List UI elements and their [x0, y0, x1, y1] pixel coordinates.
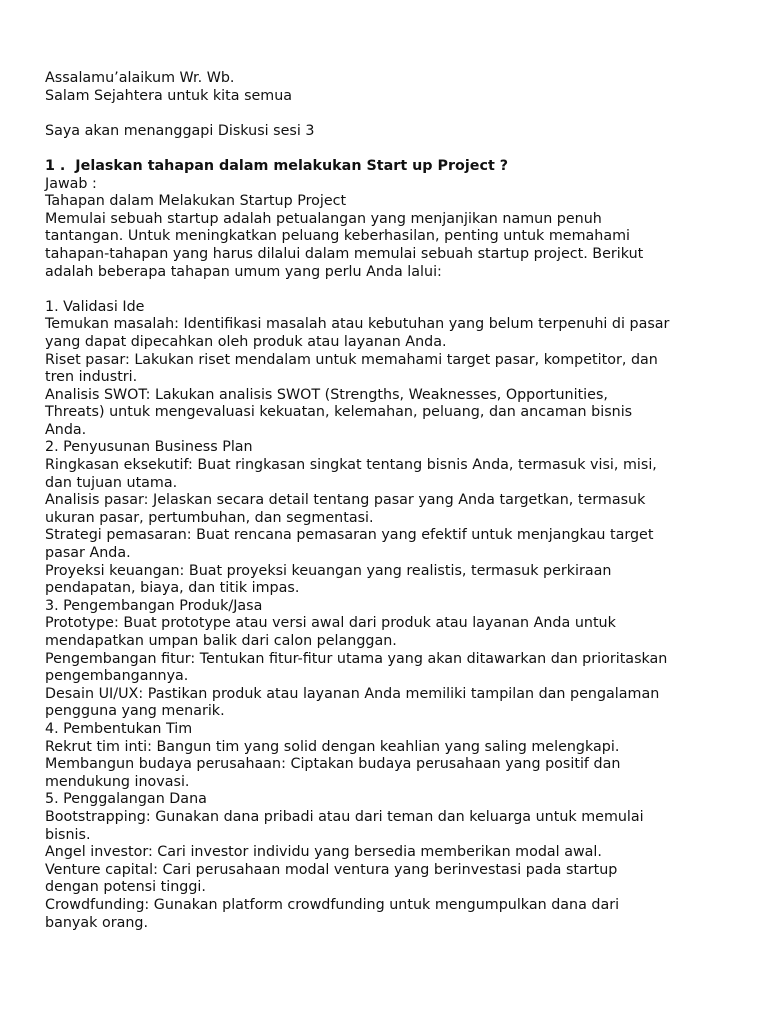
item-line: Riset pasar: Lakukan riset mendalam untuk memahami target pasar, kompetitor, dan [45, 351, 658, 368]
section-item [45, 809, 735, 844]
section-item [45, 316, 735, 351]
item-line: Crowdfunding: Gunakan platform crowdfunding untuk mengumpulkan dana dari [45, 896, 620, 913]
item-line: Membangun budaya perusahaan: Ciptakan budaya perusahaan yang positif dan [45, 756, 621, 773]
section-item [45, 686, 735, 721]
paragraph-line: Memulai sebuah startup adalah petualangan yang menjanjikan namun penuh [45, 210, 602, 227]
item-line: pengguna yang menarik. [45, 703, 225, 720]
section-item [45, 862, 735, 897]
item-line: Ringkasan eksekutif: Buat ringkasan singkat tentang bisnis Anda, termasuk visi, misi, [45, 457, 657, 474]
item-line: pengembangannya. [45, 668, 189, 685]
section-heading: 3. Pengembangan Produk/Jasa [45, 597, 263, 614]
answer-title: Tahapan dalam Melakukan Startup Project [45, 193, 347, 210]
section [45, 439, 735, 597]
section-item [45, 563, 735, 598]
item-line: Temukan masalah: Identifikasi masalah atau kebutuhan yang belum terpenuhi di pasar [45, 316, 670, 333]
section [45, 721, 735, 791]
item-line: ukuran pasar, pertumbuhan, dan segmentasi. [45, 509, 374, 526]
section-item [45, 651, 735, 686]
item-line: Analisis SWOT: Lakukan analisis SWOT (Strengths, Weaknesses, Opportunities, [45, 386, 608, 403]
greeting-line-1: Assalamu’alaikum Wr. Wb. [45, 70, 235, 86]
item-line: tren industri. [45, 369, 138, 386]
section-item [45, 527, 735, 562]
item-line: mendukung inovasi. [45, 773, 190, 790]
intro-text: Saya akan menanggapi Diskusi sesi 3 [45, 122, 315, 139]
item-line: banyak orang. [45, 914, 149, 931]
item-line: pasar Anda. [45, 545, 131, 562]
paragraph-line: tantangan. Untuk meningkatkan peluang keberhasilan, penting untuk memahami [45, 228, 631, 245]
paragraph-line: tahapan-tahapan yang harus dilalui dalam memulai sebuah startup project. Berikut [45, 245, 644, 262]
blank-line [45, 140, 735, 158]
section-item [45, 739, 735, 757]
sections-list [45, 299, 735, 932]
answer-intro-paragraph [45, 211, 735, 281]
section [45, 299, 735, 440]
section-item [45, 387, 735, 440]
item-line: dan tujuan utama. [45, 474, 178, 491]
item-line: Pengembangan fitur: Tentukan fitur-fitur utama yang akan ditawarkan dan prioritaskan [45, 650, 668, 667]
question-title: 1 . Jelaskan tahapan dalam melakukan Start up Project ? [45, 157, 509, 174]
greeting-line-2: Salam Sejahtera untuk kita semua [45, 87, 293, 104]
item-line: bisnis. [45, 826, 91, 843]
item-line: Rekrut tim inti: Bangun tim yang solid dengan keahlian yang saling melengkapi. [45, 738, 620, 755]
item-line: Prototype: Buat prototype atau versi awal dari produk atau layanan Anda untuk [45, 615, 616, 632]
item-line: Analisis pasar: Jelaskan secara detail tentang pasar yang Anda targetkan, termasuk [45, 492, 646, 509]
item-line: Proyeksi keuangan: Buat proyeksi keuangan yang realistis, termasuk perkiraan [45, 562, 612, 579]
section-item [45, 844, 735, 862]
section-heading: 4. Pembentukan Tim [45, 720, 193, 737]
item-line: dengan potensi tinggi. [45, 879, 206, 896]
section-item [45, 352, 735, 387]
item-line: Angel investor: Cari investor individu yang bersedia memberikan modal awal. [45, 844, 602, 861]
section-heading: 5. Penggalangan Dana [45, 791, 207, 808]
blank-line [45, 105, 735, 123]
paragraph-line: adalah beberapa tahapan umum yang perlu Anda lalui: [45, 263, 442, 280]
item-line: mendapatkan umpan balik dari calon pelanggan. [45, 633, 397, 649]
item-line: Anda. [45, 421, 87, 438]
item-line: Bootstrapping: Gunakan dana pribadi atau dari teman dan keluarga untuk memulai [45, 808, 644, 825]
section-heading: 2. Penyusunan Business Plan [45, 439, 253, 456]
section [45, 791, 735, 932]
blank-line [45, 281, 735, 299]
section-item [45, 457, 735, 492]
section-item [45, 897, 735, 932]
section-item [45, 756, 735, 791]
item-line: Desain UI/UX: Pastikan produk atau layanan Anda memiliki tampilan dan pengalaman [45, 685, 660, 702]
answer-label: Jawab : [45, 175, 97, 192]
section-item [45, 615, 735, 650]
item-line: Strategi pemasaran: Buat rencana pemasaran yang efektif untuk menjangkau target [45, 527, 654, 544]
section [45, 598, 735, 721]
section-heading: 1. Validasi Ide [45, 298, 145, 315]
document-page [45, 70, 735, 932]
item-line: pendapatan, biaya, dan titik impas. [45, 580, 300, 597]
item-line: Threats) untuk mengevaluasi kekuatan, kelemahan, peluang, dan ancaman bisnis [45, 404, 633, 421]
item-line: Venture capital: Cari perusahaan modal ventura yang berinvestasi pada startup [45, 861, 618, 878]
item-line: yang dapat dipecahkan oleh produk atau layanan Anda. [45, 333, 447, 350]
section-item [45, 492, 735, 527]
